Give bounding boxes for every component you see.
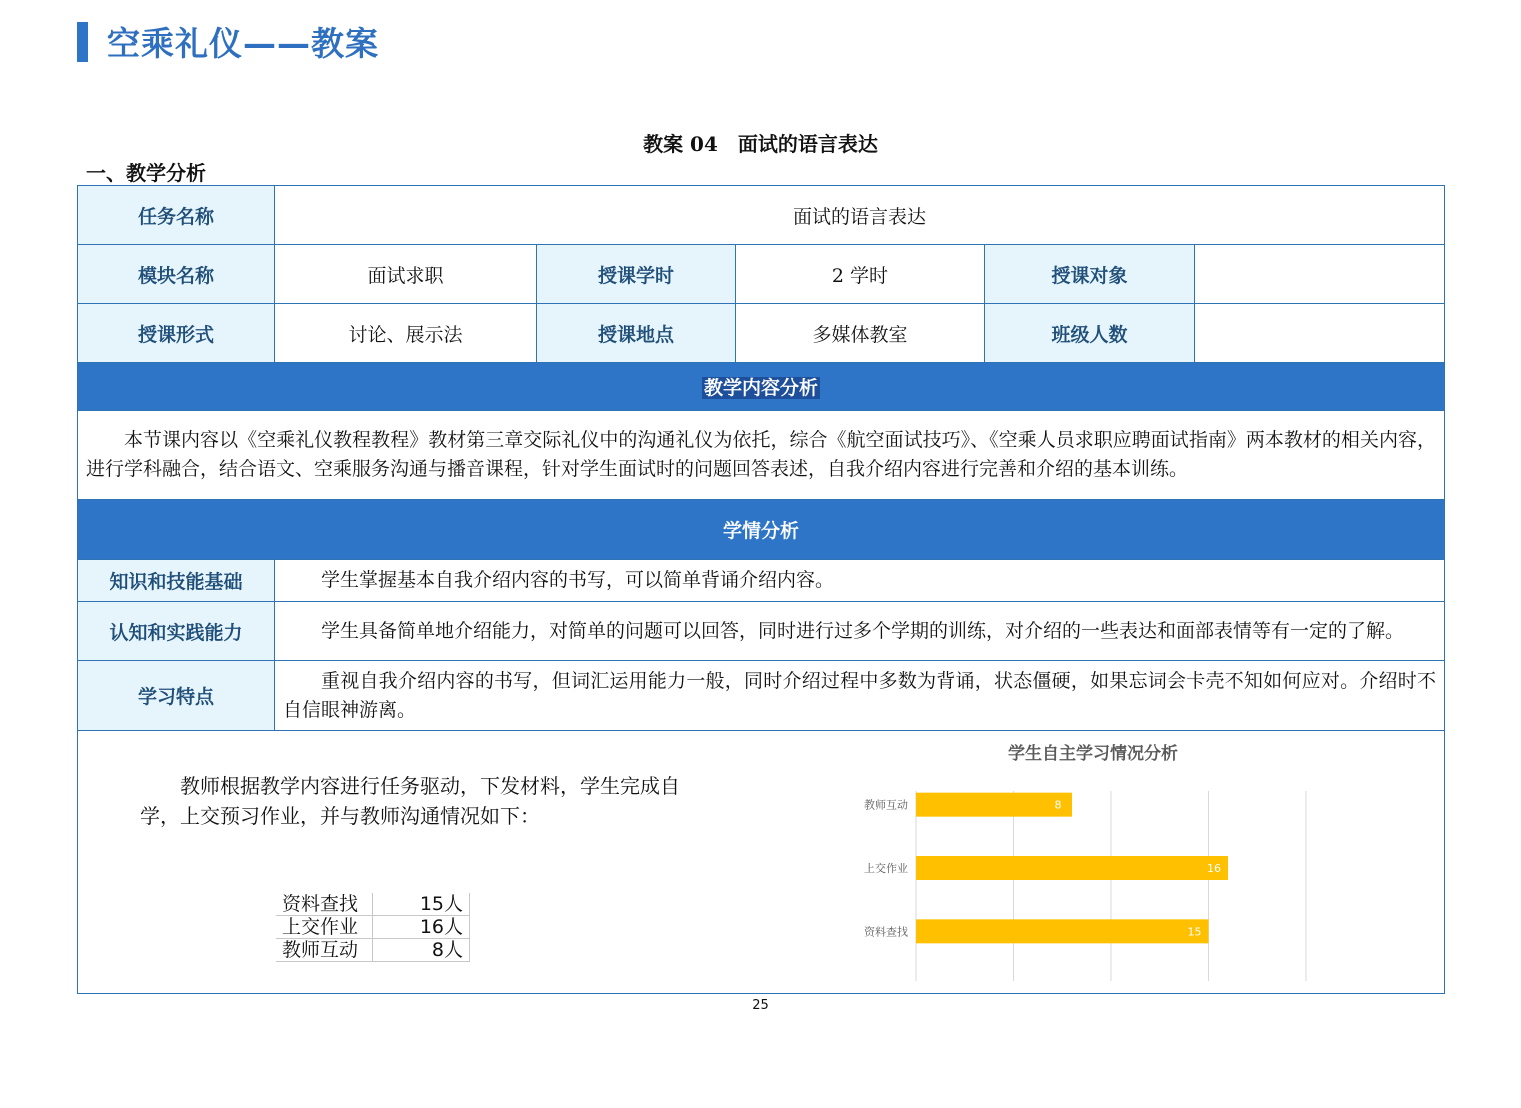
table-cell-item: 教师互动 [276,939,373,962]
row-cognitive-practice [78,602,1445,661]
self-study-intro [140,771,700,831]
learning-traits-text: 重视自我介绍内容的书写，但词汇运用能力一般，同时介绍过程中多数为背诵，状态僵硬，如果忘词会卡壳不知如何应对。介绍时不自信眼神游离。 [283,669,1436,721]
table-row [276,939,470,962]
row-form [78,304,1445,363]
header-accent-bar [77,22,88,62]
chart-bar [916,793,1072,817]
module-label: 模块名称 [78,245,275,304]
chart-title: 学生自主学习情况分析 [1008,744,1178,764]
knowledge-skills-cell [275,560,1445,602]
form-value: 讨论、展示法 [275,304,537,363]
self-study-bar-chart [838,791,1418,991]
teaching-analysis-table [77,185,1445,994]
chart-data-label: 16 [1207,862,1221,875]
table-cell-count: 15人 [373,893,470,916]
content-analysis-heading-text: 教学内容分析 [703,377,818,399]
row-self-study [78,731,1445,994]
location-label: 授课地点 [537,304,736,363]
audience-value [1195,245,1445,304]
row-learning-traits [78,661,1445,731]
table-cell-count: 16人 [373,916,470,939]
knowledge-skills-label: 知识和技能基础 [78,560,275,602]
content-analysis-cell [78,411,1445,500]
cognitive-practice-text: 学生具备简单地介绍能力，对简单的问题可以回答，同时进行过多个学期的训练，对介绍的一些表达和面部表情等有一定的了解。 [321,619,1405,642]
content-analysis-text: 本节课内容以《空乘礼仪教程教程》教材第三章交际礼仪中的沟通礼仪为依托，综合《航空面试技巧》、《空乘人员求职应聘面试指南》两本教材的相关内容，进行学科融合，结合语文、空乘服务沟通与播音课程，针对学生面试时的问题回答表述，自我介绍内容进行完善和介绍的基本训练。 [86,429,1436,480]
chart-bar [916,919,1209,943]
self-study-intro-text: 教师根据教学内容进行任务驱动，下发材料，学生完成自学，上交预习作业，并与教师沟通情况如下： [140,774,680,828]
class-size-label: 班级人数 [985,304,1195,363]
cognitive-practice-label: 认知和实践能力 [78,602,275,661]
content-analysis-heading [78,363,1445,411]
chart-data-label: 8 [1054,798,1062,812]
chart-category-label: 教师互动 [864,798,908,812]
class-size-value [1195,304,1445,363]
module-value: 面试求职 [275,245,537,304]
table-cell-item: 资料查找 [276,893,373,916]
table-cell-item: 上交作业 [276,916,373,939]
learning-traits-label: 学习特点 [78,661,275,731]
self-study-count-table [276,893,470,962]
hours-value: 2 学时 [736,245,985,304]
table-row [276,916,470,939]
document-header-title: 空乘礼仪——教案 [107,24,379,63]
learner-analysis-heading: 学情分析 [78,500,1445,560]
chart-bar [916,856,1228,880]
row-content-analysis-heading [78,363,1445,411]
audience-label: 授课对象 [985,245,1195,304]
row-knowledge-skills [78,560,1445,602]
cognitive-practice-cell [275,602,1445,661]
row-content-analysis-text [78,411,1445,500]
row-module [78,245,1445,304]
hours-label: 授课学时 [537,245,736,304]
chart-data-label: 15 [1187,925,1202,939]
row-learner-analysis-heading [78,500,1445,560]
table-row [276,893,470,916]
chart-category-label: 上交作业 [864,862,908,875]
row-task-name [78,186,1445,245]
learning-traits-cell [275,661,1445,731]
self-study-cell [78,731,1445,994]
task-name-value: 面试的语言表达 [275,186,1445,245]
form-label: 授课形式 [78,304,275,363]
lesson-title: 教案 04 面试的语言表达 [643,132,878,156]
chart-category-label: 资料查找 [864,925,908,939]
section-heading-teaching-analysis: 一、教学分析 [86,161,206,185]
location-value: 多媒体教室 [736,304,985,363]
task-name-label: 任务名称 [78,186,275,245]
knowledge-skills-text: 学生掌握基本自我介绍内容的书写，可以简单背诵介绍内容。 [321,569,835,591]
table-cell-count: 8人 [373,939,470,962]
page-number: 25 [752,998,769,1013]
